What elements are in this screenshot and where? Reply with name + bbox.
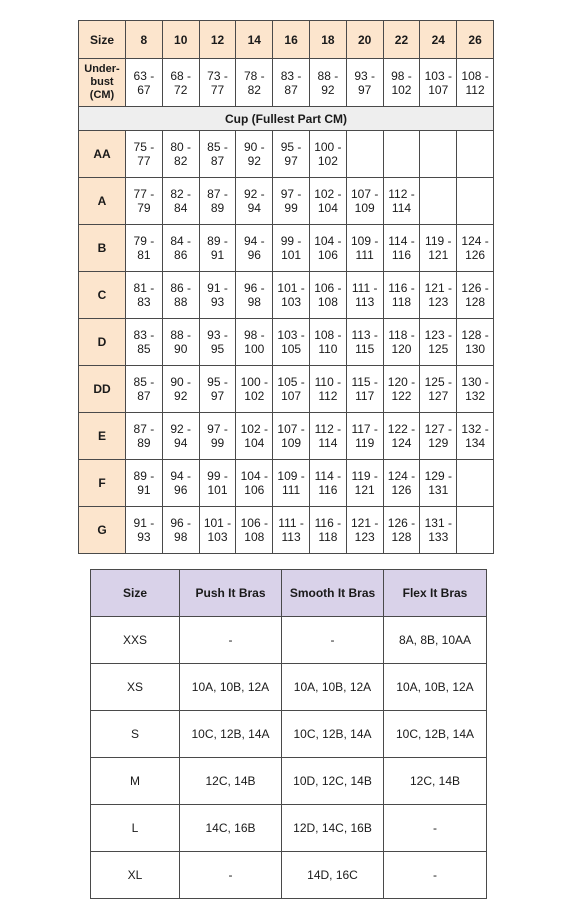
cup-label: DD (79, 366, 126, 413)
cup-measure-cell: 91 - 93 (199, 272, 236, 319)
bra-size-cell: 12C, 14B (180, 758, 282, 805)
cup-measure-cell: 89 - 91 (199, 225, 236, 272)
bra-size-label: L (91, 805, 180, 852)
underbust-cell: 73 - 77 (199, 59, 236, 107)
underbust-cell: 103 - 107 (420, 59, 457, 107)
cup-label: B (79, 225, 126, 272)
cup-measure-cell: 107 - 109 (273, 413, 310, 460)
cup-row (79, 131, 494, 178)
cup-measure-cell: 99 - 101 (273, 225, 310, 272)
cup-measure-cell: 97 - 99 (273, 178, 310, 225)
cup-measure-cell: 90 - 92 (162, 366, 199, 413)
cup-measure-cell: 80 - 82 (162, 131, 199, 178)
bra-table-row (91, 852, 487, 899)
size-header-cell: 14 (236, 21, 273, 59)
cup-measure-cell: 124 - 126 (383, 460, 420, 507)
cup-measure-cell: 120 - 122 (383, 366, 420, 413)
cup-measure-cell: 109 - 111 (346, 225, 383, 272)
underbust-cell: 78 - 82 (236, 59, 273, 107)
bra-size-cell: 12D, 14C, 16B (282, 805, 384, 852)
cup-measure-cell (457, 460, 494, 507)
bra-size-cell: 10C, 12B, 14A (180, 711, 282, 758)
bra-size-cell: 10D, 12C, 14B (282, 758, 384, 805)
bra-table-row (91, 805, 487, 852)
cup-measure-cell: 84 - 86 (162, 225, 199, 272)
cup-measure-cell: 110 - 112 (309, 366, 346, 413)
bra-size-cell: 10A, 10B, 12A (384, 664, 487, 711)
cup-measure-cell: 126 - 128 (457, 272, 494, 319)
bra-size-cell: 10C, 12B, 14A (282, 711, 384, 758)
bra-size-label: M (91, 758, 180, 805)
cup-measure-cell: 92 - 94 (162, 413, 199, 460)
underbust-cell: 98 - 102 (383, 59, 420, 107)
cup-measure-cell: 79 - 81 (126, 225, 163, 272)
cup-measure-cell: 116 - 118 (309, 507, 346, 554)
cup-measure-cell: 85 - 87 (199, 131, 236, 178)
cup-label: D (79, 319, 126, 366)
cup-measure-cell: 99 - 101 (199, 460, 236, 507)
bra-header-row (91, 570, 487, 617)
cup-header-label: Cup (Fullest Part CM) (79, 107, 494, 131)
cup-row (79, 225, 494, 272)
underbust-cell: 93 - 97 (346, 59, 383, 107)
bra-table-row (91, 758, 487, 805)
underbust-label: Under-bust (CM) (79, 59, 126, 107)
bra-size-cell: - (282, 617, 384, 664)
cup-measure-cell (420, 178, 457, 225)
bra-size-cell: 10A, 10B, 12A (180, 664, 282, 711)
cup-measure-cell: 75 - 77 (126, 131, 163, 178)
cup-row (79, 413, 494, 460)
bra-table-row (91, 617, 487, 664)
bra-size-cell: - (384, 852, 487, 899)
underbust-cell: 88 - 92 (309, 59, 346, 107)
cup-measure-cell: 122 - 124 (383, 413, 420, 460)
cup-measure-cell (383, 131, 420, 178)
cup-measure-cell: 129 - 131 (420, 460, 457, 507)
size-header-cell: 18 (309, 21, 346, 59)
size-header-cell: 16 (273, 21, 310, 59)
size-header-cell: 20 (346, 21, 383, 59)
cup-measure-cell: 90 - 92 (236, 131, 273, 178)
bra-size-label: XL (91, 852, 180, 899)
cup-measure-cell: 123 - 125 (420, 319, 457, 366)
cup-label: C (79, 272, 126, 319)
cup-measure-cell: 88 - 90 (162, 319, 199, 366)
cup-measure-cell: 98 - 100 (236, 319, 273, 366)
bra-header-cell: Push It Bras (180, 570, 282, 617)
cup-measure-cell: 95 - 97 (199, 366, 236, 413)
cup-row (79, 272, 494, 319)
cup-measure-cell: 93 - 95 (199, 319, 236, 366)
bra-header-cell: Size (91, 570, 180, 617)
cup-measure-cell: 104 - 106 (309, 225, 346, 272)
cup-measure-cell (457, 178, 494, 225)
underbust-row (79, 59, 494, 107)
cup-measure-cell: 87 - 89 (199, 178, 236, 225)
cup-measure-cell: 97 - 99 (199, 413, 236, 460)
cup-label: A (79, 178, 126, 225)
size-header-cell: 24 (420, 21, 457, 59)
bra-size-cell: 14C, 16B (180, 805, 282, 852)
size-header-row (79, 21, 494, 59)
cup-measure-cell: 81 - 83 (126, 272, 163, 319)
cup-measure-cell: 119 - 121 (346, 460, 383, 507)
bra-size-cell: - (180, 617, 282, 664)
bra-size-label: S (91, 711, 180, 758)
cup-measure-cell: 87 - 89 (126, 413, 163, 460)
cup-measure-cell: 117 - 119 (346, 413, 383, 460)
cup-measure-cell: 92 - 94 (236, 178, 273, 225)
cup-measure-cell: 114 - 116 (309, 460, 346, 507)
cup-measure-cell: 102 - 104 (236, 413, 273, 460)
bra-size-table (90, 569, 487, 899)
bra-table-row (91, 664, 487, 711)
cup-measure-cell: 106 - 108 (309, 272, 346, 319)
size-header-cell: 10 (162, 21, 199, 59)
cup-row (79, 178, 494, 225)
cup-measure-cell: 114 - 116 (383, 225, 420, 272)
cup-measure-cell: 83 - 85 (126, 319, 163, 366)
cup-row (79, 460, 494, 507)
cup-label: E (79, 413, 126, 460)
cup-measure-cell: 121 - 123 (346, 507, 383, 554)
cup-measure-cell (457, 507, 494, 554)
cup-measure-cell: 115 - 117 (346, 366, 383, 413)
cup-measure-cell: 104 - 106 (236, 460, 273, 507)
cup-measure-cell: 102 - 104 (309, 178, 346, 225)
size-header-cell: 12 (199, 21, 236, 59)
cup-measure-cell (346, 131, 383, 178)
cup-row (79, 507, 494, 554)
cup-measure-cell: 132 - 134 (457, 413, 494, 460)
cup-measure-cell: 103 - 105 (273, 319, 310, 366)
bra-size-cell: - (180, 852, 282, 899)
cup-measure-cell: 109 - 111 (273, 460, 310, 507)
cup-measure-cell: 113 - 115 (346, 319, 383, 366)
bra-size-cell: 10A, 10B, 12A (282, 664, 384, 711)
cup-measure-cell: 94 - 96 (162, 460, 199, 507)
bra-header-cell: Flex It Bras (384, 570, 487, 617)
cup-measure-cell: 86 - 88 (162, 272, 199, 319)
cup-measure-cell: 125 - 127 (420, 366, 457, 413)
cup-measure-cell: 100 - 102 (236, 366, 273, 413)
cup-measure-cell: 82 - 84 (162, 178, 199, 225)
cup-measure-cell: 101 - 103 (199, 507, 236, 554)
cup-measure-cell: 101 - 103 (273, 272, 310, 319)
cup-measure-cell: 107 - 109 (346, 178, 383, 225)
cup-measure-cell (420, 131, 457, 178)
cup-label: G (79, 507, 126, 554)
cup-measure-cell (457, 131, 494, 178)
cup-measure-cell: 116 - 118 (383, 272, 420, 319)
cup-measure-cell: 91 - 93 (126, 507, 163, 554)
cup-measure-cell: 85 - 87 (126, 366, 163, 413)
size-header-cell: 26 (457, 21, 494, 59)
underbust-cell: 83 - 87 (273, 59, 310, 107)
size-header-label: Size (79, 21, 126, 59)
cup-measure-cell: 124 - 126 (457, 225, 494, 272)
cup-row (79, 319, 494, 366)
cup-measure-cell: 108 - 110 (309, 319, 346, 366)
cup-measure-cell: 126 - 128 (383, 507, 420, 554)
bra-table-row (91, 711, 487, 758)
cup-measure-cell: 95 - 97 (273, 131, 310, 178)
underbust-cell: 68 - 72 (162, 59, 199, 107)
size-header-cell: 8 (126, 21, 163, 59)
bra-header-cell: Smooth It Bras (282, 570, 384, 617)
cup-measure-cell: 105 - 107 (273, 366, 310, 413)
cup-header-row (79, 107, 494, 131)
cup-measure-cell: 121 - 123 (420, 272, 457, 319)
cup-measure-cell: 106 - 108 (236, 507, 273, 554)
bra-size-cell: 12C, 14B (384, 758, 487, 805)
cup-measure-cell: 89 - 91 (126, 460, 163, 507)
cup-measure-cell: 96 - 98 (162, 507, 199, 554)
cup-label: AA (79, 131, 126, 178)
cup-measure-cell: 128 - 130 (457, 319, 494, 366)
bra-size-cell: 8A, 8B, 10AA (384, 617, 487, 664)
size-header-cell: 22 (383, 21, 420, 59)
cup-measure-cell: 112 - 114 (309, 413, 346, 460)
cup-row (79, 366, 494, 413)
cup-measure-cell: 127 - 129 (420, 413, 457, 460)
cup-size-chart (78, 20, 494, 554)
cup-measure-cell: 119 - 121 (420, 225, 457, 272)
cup-measure-cell: 118 - 120 (383, 319, 420, 366)
cup-measure-cell: 130 - 132 (457, 366, 494, 413)
cup-measure-cell: 131 - 133 (420, 507, 457, 554)
cup-measure-cell: 100 - 102 (309, 131, 346, 178)
cup-measure-cell: 111 - 113 (273, 507, 310, 554)
cup-measure-cell: 96 - 98 (236, 272, 273, 319)
bra-size-cell: 14D, 16C (282, 852, 384, 899)
bra-size-cell: 10C, 12B, 14A (384, 711, 487, 758)
bra-size-cell: - (384, 805, 487, 852)
underbust-cell: 63 - 67 (126, 59, 163, 107)
bra-size-label: XS (91, 664, 180, 711)
cup-measure-cell: 94 - 96 (236, 225, 273, 272)
cup-measure-cell: 77 - 79 (126, 178, 163, 225)
cup-measure-cell: 112 - 114 (383, 178, 420, 225)
cup-label: F (79, 460, 126, 507)
underbust-cell: 108 - 112 (457, 59, 494, 107)
cup-measure-cell: 111 - 113 (346, 272, 383, 319)
bra-size-label: XXS (91, 617, 180, 664)
